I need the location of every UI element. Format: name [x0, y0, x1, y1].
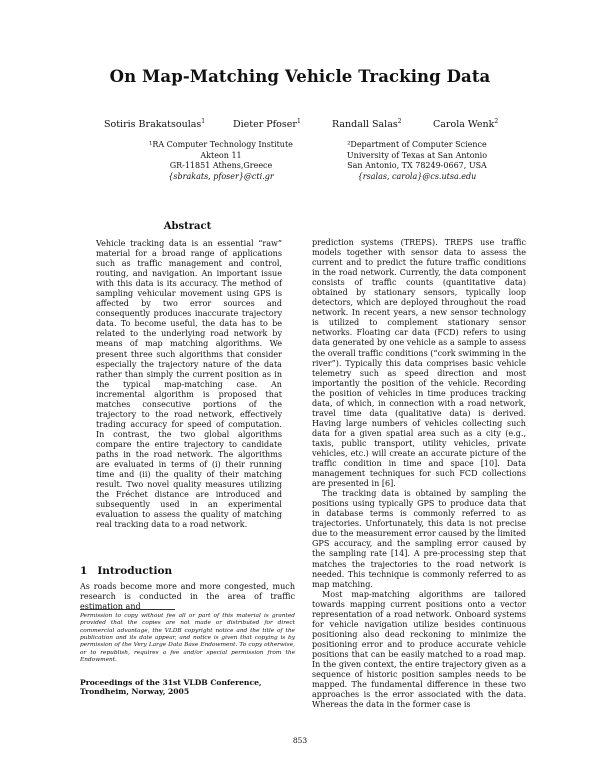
- author-list: [0, 118, 600, 132]
- affiliation-left: [131, 140, 311, 182]
- page-number: 853: [292, 736, 308, 745]
- proceedings-line-2: Trondheim, Norway, 2005: [80, 687, 190, 697]
- author-3: Randall Salas$^2$: [332, 118, 402, 131]
- paragraph: prediction systems (TREPS). TREPS use traffic models together with sensor data to assess the current and to predict the future traffic conditions in the road network. Currently, the data component consists of traffic counts (quantitative data) obtained by stationary sensors, typically loop detectors, which are deployed throughout the road network. In recent years, a new sensor technology is utilized to complement stationary sensor networks. Floating car data (FCD) refers to using data generated by one vehicle as a sample to assess the overall traffic conditions (“cork swimming in the river”). Typically this data comprises basic vehicle telemetry such as speed direction and most importantly the position of the vehicle. Recording the position of vehicles in time produces tracking data, of which, in connection with a road network, travel time data (qualitative data) is derived. Having large numbers of vehicles collecting such data for a given spatial area such as a city (e.g., taxis, public transport, utility vehicles, private vehicles, etc.) will create an accurate picture of the traffic condition in time and space [10]. Data management techniques for such FCD collections are presented in [6].: [312, 238, 526, 489]
- affiliation-left-institute: ¹RA Computer Technology Institute: [149, 140, 293, 149]
- affiliation-right-department: ²Department of Computer Science: [347, 140, 487, 149]
- abstract-body: Vehicle tracking data is an essential “raw” material for a broad range of applications such as traffic management and control, routing, and navigation. An important issue with this data is its accuracy. The method of sampling vehicular movement using GPS is affected by two error sources and consequently produces inaccurate trajectory data. To become useful, the data has to be related to the underlying road network by means of map matching algorithms. We present three such algorithms that consider especially the trajectory nature of the data rather than simply the current position as in the typical map-matching case. An incremental algorithm is proposed that matches consecutive portions of the trajectory to the road network, effectively trading accuracy for speed of computation. In contrast, the two global algorithms compare the entire trajectory to candidate paths in the road network. The algorithms are evaluated in terms of (i) their running time and (ii) the quality of their matching result. Two novel quality measures utilizing the Fréchet distance are introduced and subsequently used in an experimental evaluation to assess the quality of matching real tracking data to a road network.: [96, 239, 282, 530]
- right-column-text: [312, 238, 526, 710]
- affiliation-right: [322, 140, 512, 182]
- author-2: Dieter Pfoser$^1$: [233, 118, 301, 131]
- paper-title: On Map-Matching Vehicle Tracking Data: [109, 67, 491, 86]
- affiliation-right-email: {rsalas, carola}@cs.utsa.edu: [357, 171, 477, 181]
- section-title: Introduction: [97, 565, 173, 577]
- affiliation-left-city: GR-11851 Athens,Greece: [169, 161, 273, 171]
- section-number: 1: [80, 565, 88, 577]
- paragraph: Most map-matching algorithms are tailored towards mapping current positions onto a vector representation of a road network. Onboard systems for vehicle navigation utilize besides continuous positioning also dead reckoning to minimize the positioning error and to produce accurate vehicle positions that can be easily matched to a road map. In the given context, the entire trajectory given as a sequence of historic position samples needs to be mapped. The fundamental difference in these two approaches is the error associated with the data. Whereas the data in the former case is: [312, 589, 526, 710]
- introduction-paragraph: As roads become more and more congested, much research is conducted in the area of traffic estimation and: [80, 582, 295, 612]
- affiliation-left-street: Akteon 11: [200, 150, 242, 160]
- affiliation-left-email: {sbrakats, pfoser}@cti.gr: [168, 171, 274, 181]
- section-heading-introduction: [80, 565, 172, 577]
- proceedings-line-1: Proceedings of the 31st VLDB Conference,: [80, 678, 262, 687]
- proceedings-note: [80, 678, 295, 697]
- affiliation-right-university: University of Texas at San Antonio: [346, 150, 488, 160]
- abstract-heading: Abstract: [163, 221, 212, 232]
- paragraph: The tracking data is obtained by sampling the positions using typically GPS to produce data that in database terms is commonly referred to as trajectories. Unfortunately, this data is not precise due to the measurement error caused by the limited GPS accuracy, and the sampling error caused by the sampling rate [14]. A pre-processing step that matches the trajectories to the road network is needed. This technique is commonly referred to as map matching.: [312, 489, 526, 589]
- footnote-divider: [80, 609, 175, 610]
- copyright-footnote: Permission to copy without fee all or part of this material is granted provided that the copies are not made or distributed for direct commercial advantage, the VLDB copyright notice and the title of the publication and its date appear, and notice is given that copying is by permission of the Very Large Data Base Endowment. To copy otherwise, or to republish, requires a fee and/or special permission from the Endowment.: [80, 613, 295, 664]
- author-4: Carola Wenk$^2$: [433, 118, 499, 131]
- affiliation-right-city: San Antonio, TX 78249-0667, USA: [347, 161, 487, 171]
- author-1: Sotiris Brakatsoulas$^1$: [104, 118, 206, 131]
